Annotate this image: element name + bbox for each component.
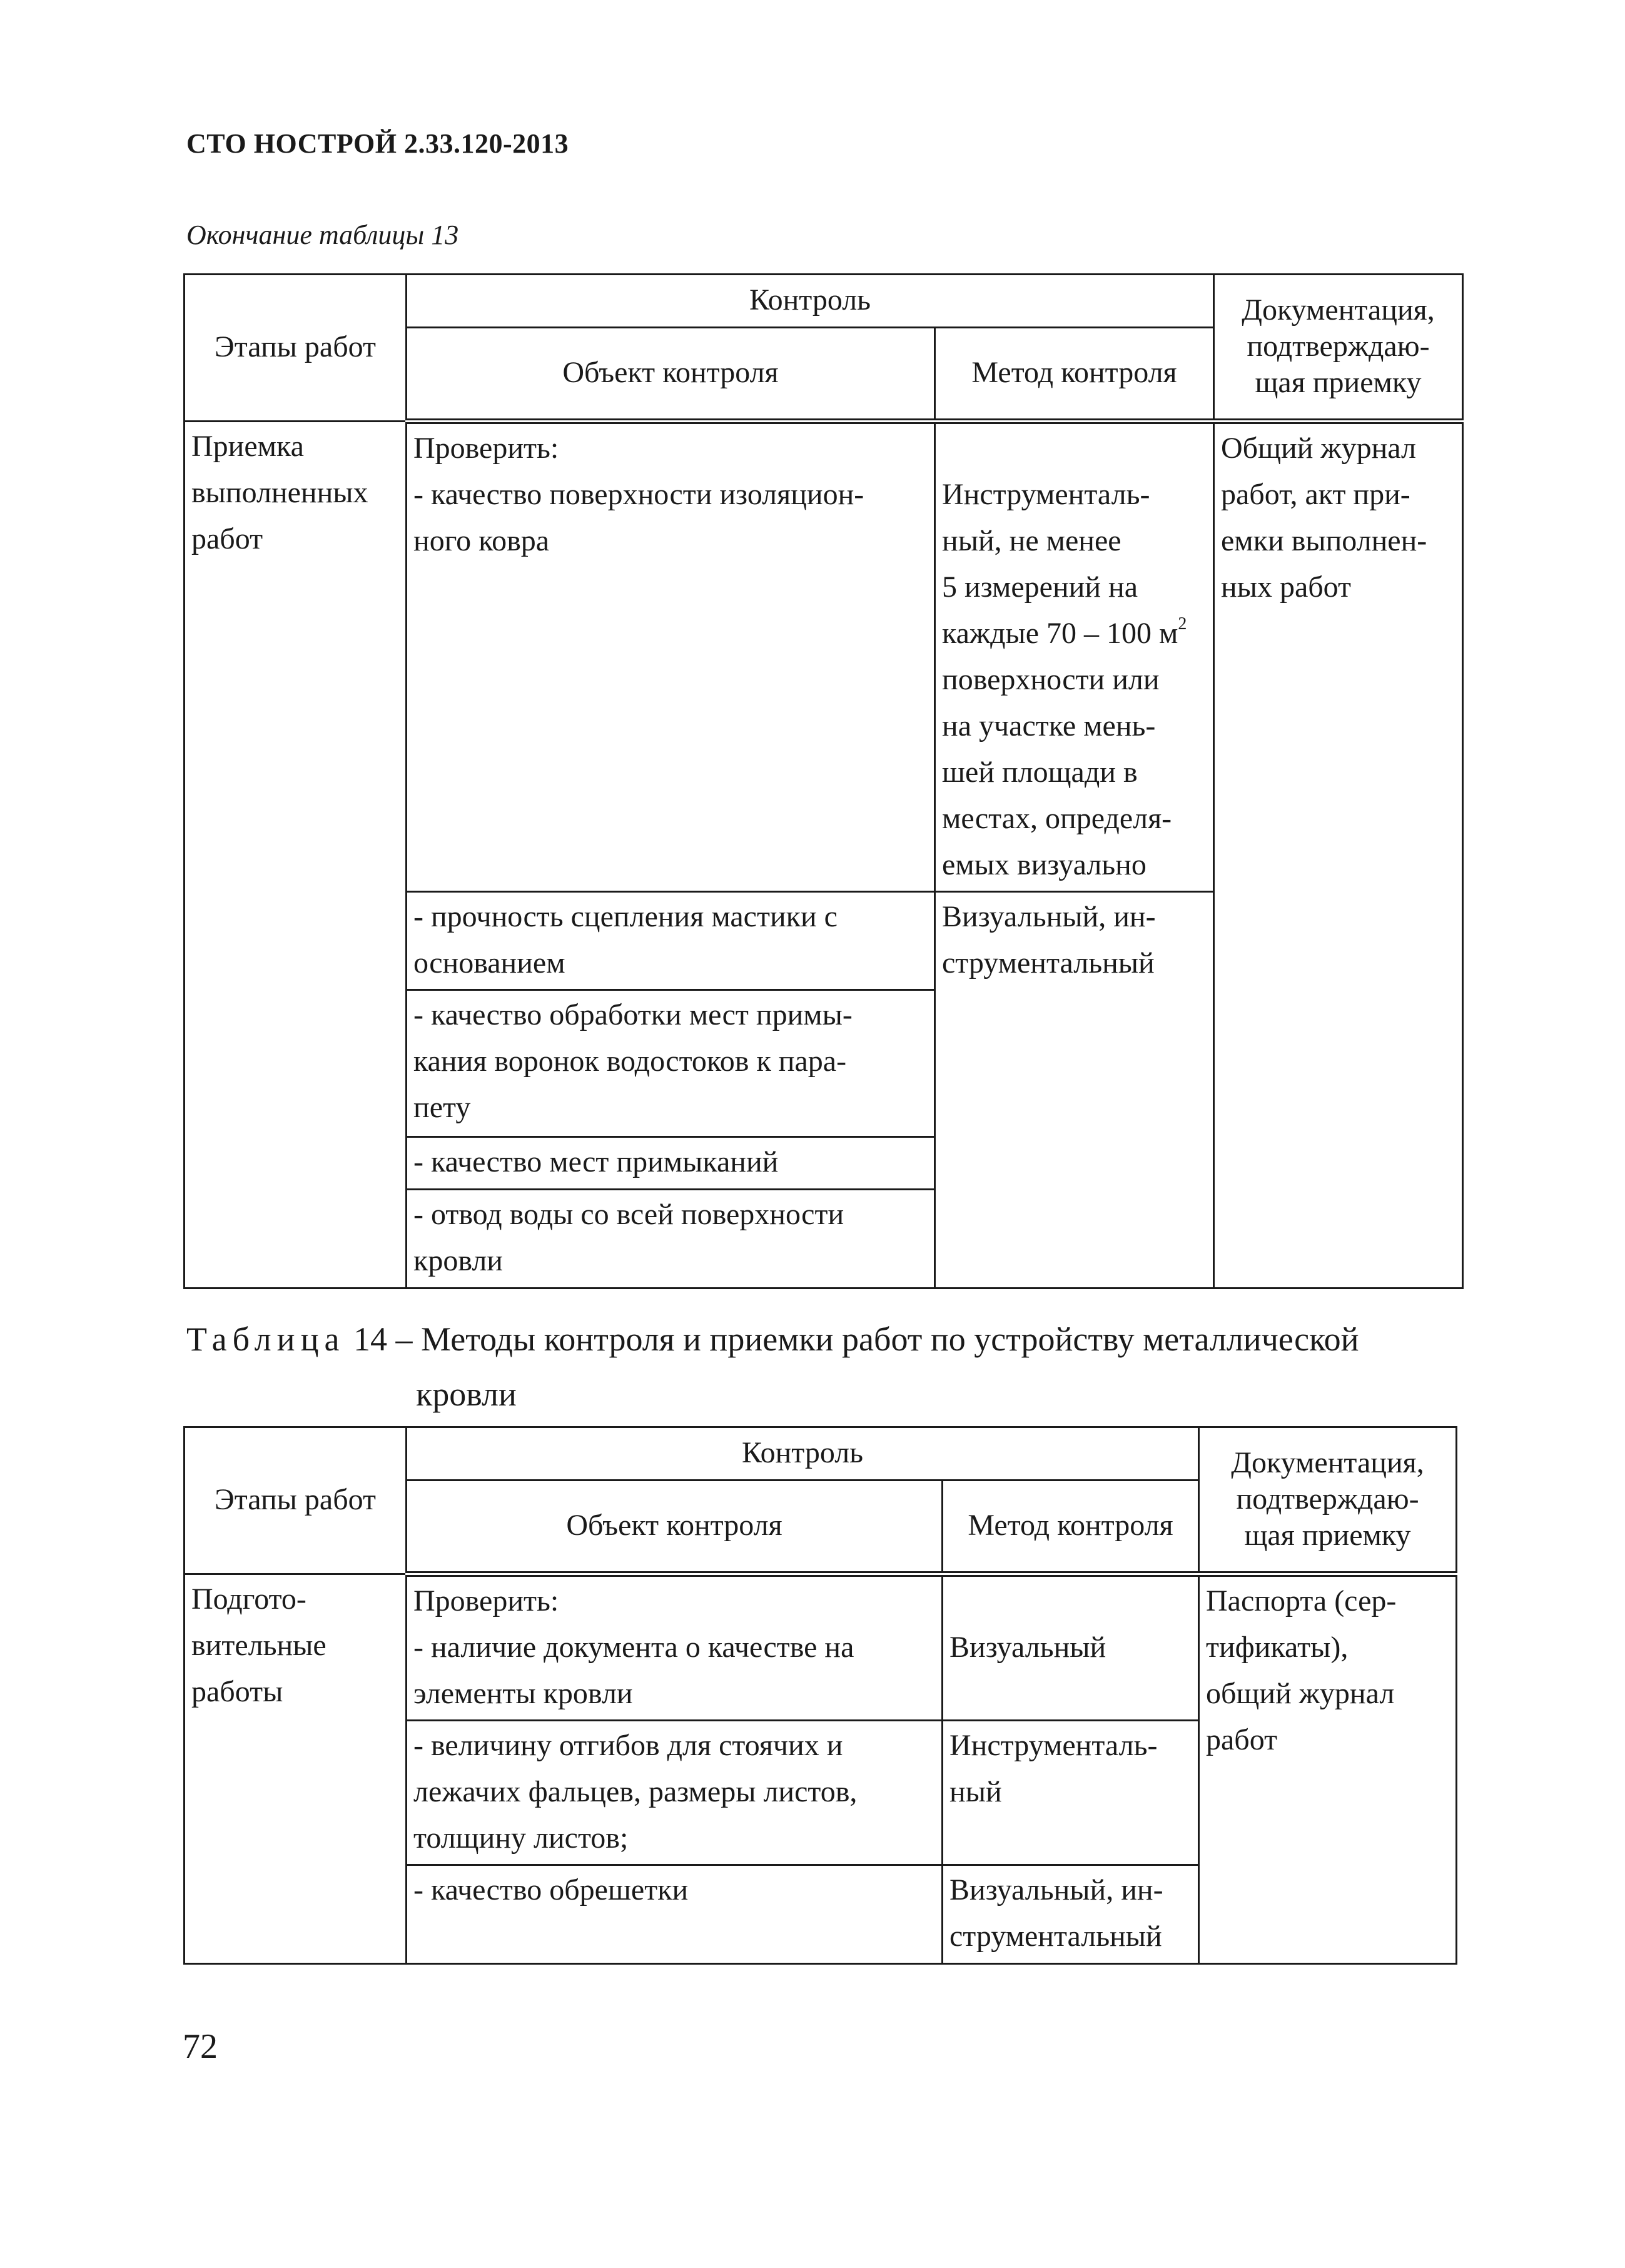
table-row [185, 422, 1463, 892]
header-control: Контроль [407, 275, 1214, 328]
header-stages: Этапы работ [185, 275, 407, 422]
superscript: 2 [1178, 614, 1187, 634]
object-cell: - качество мест примыканий [407, 1137, 935, 1190]
header-object: Объект контроля [407, 328, 935, 422]
header-documentation: Документация, подтверждаю- щая приемку [1214, 275, 1463, 422]
header-stages: Этапы работ [185, 1427, 407, 1574]
object-cell: - величину отгибов для стоячих и лежачих фальцев, размеры листов, толщину листов; [407, 1721, 943, 1865]
header-control: Контроль [407, 1427, 1199, 1481]
object-cell: - качество обрешетки [407, 1865, 943, 1964]
header-method: Метод контроля [943, 1481, 1199, 1574]
stage-cell: Подгото- вительные работы [185, 1574, 407, 1964]
documentation-cell: Общий журнал работ, акт при- емки выполнен- ных работ [1214, 422, 1463, 1288]
table-14-caption: Таблица 14 – Методы контроля и приемки работ по устройству металлической [186, 1320, 1359, 1358]
object-cell: - качество обработки мест примы- кания воронок водостоков к пара- пету [407, 990, 935, 1137]
method-cell: Визуальный [943, 1574, 1199, 1721]
documentation-cell: Паспорта (сер- тификаты), общий журнал работ [1199, 1574, 1457, 1964]
stage-cell: Приемка выполненных работ [185, 422, 407, 1288]
document-header: СТО НОСТРОЙ 2.33.120-2013 [186, 128, 569, 159]
object-cell: - прочность сцепления мастики с основанием [407, 892, 935, 990]
table-row [185, 1574, 1457, 1721]
header-documentation: Документация, подтверждаю- щая приемку [1199, 1427, 1457, 1574]
table-continuation-label: Окончание таблицы 13 [186, 220, 459, 250]
object-cell: - отвод воды со всей поверхности кровли [407, 1190, 935, 1288]
method-cell: Визуальный, ин- струментальный [935, 892, 1214, 1288]
table-14-caption-line2: кровли [416, 1375, 517, 1413]
table-13 [183, 273, 1464, 1289]
page-number: 72 [183, 2027, 218, 2066]
header-method: Метод контроля [935, 328, 1214, 422]
method-cell: Инструменталь- ный [943, 1721, 1199, 1865]
method-cell: Инструменталь- ный, не менее 5 измерений на каждые 70 – 100 $м^2$ поверхности или на участке мень- шей площади в местах, определя- емых визуально [935, 422, 1214, 892]
table-14 [183, 1426, 1457, 1965]
object-cell: Проверить: - качество поверхности изоляцион- ного ковра [407, 422, 935, 892]
header-object: Объект контроля [407, 1481, 943, 1574]
object-cell: Проверить: - наличие документа о качестве на элементы кровли [407, 1574, 943, 1721]
method-cell: Визуальный, ин- струментальный [943, 1865, 1199, 1964]
